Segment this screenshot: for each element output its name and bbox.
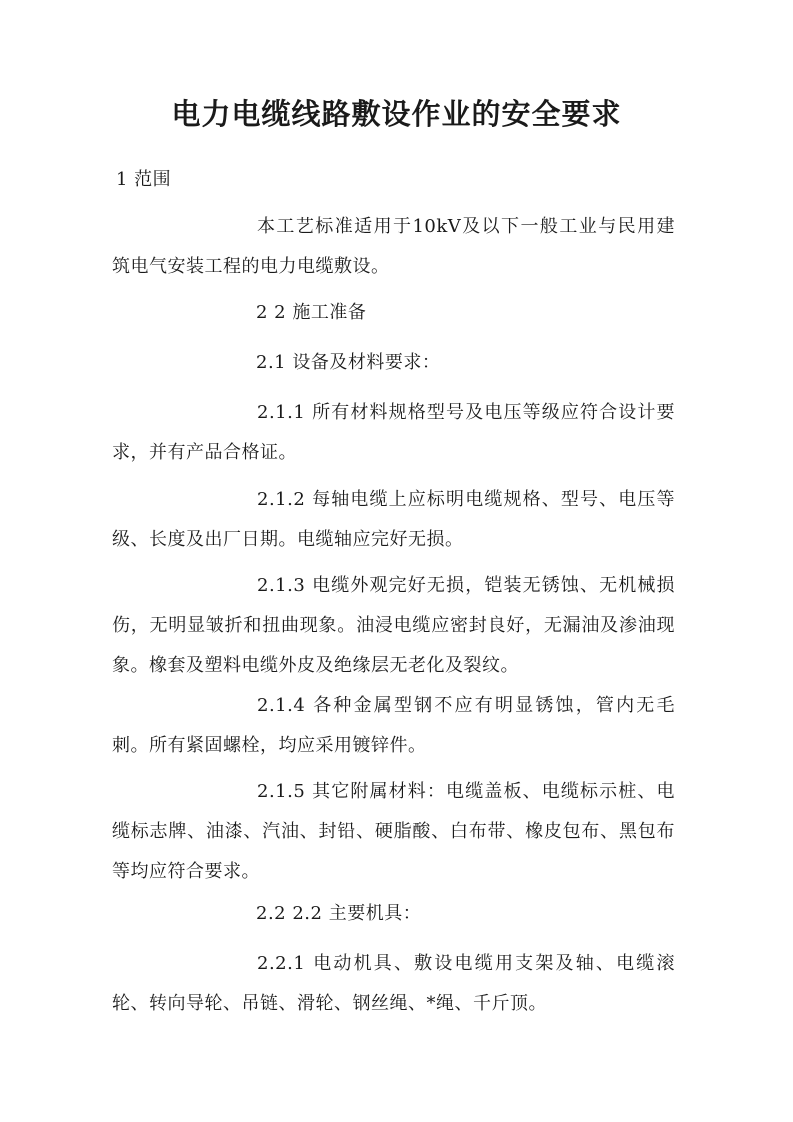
paragraph-2-1-1: 2.1.1 所有材料规格型号及电压等级应符合设计要求，并有产品合格证。: [112, 402, 675, 463]
paragraph-2-1-5: 2.1.5 其它附属材料：电缆盖板、电缆标示桩、电缆标志牌、油漆、汽油、封铅、硬脂酸、白布带、橡皮包布、黑包布等均应符合要求。: [112, 781, 675, 882]
paragraph-2-2-1: 2.2.1 电动机具、敷设电缆用支架及轴、电缆滚轮、转向导轮、吊链、滑轮、钢丝绳、*绳、千斤顶。: [112, 953, 675, 1014]
section-preparation-heading: 2 2 施工准备: [256, 302, 367, 323]
section-2-1-heading: 2.1 设备及材料要求：: [256, 352, 441, 373]
paragraph-scope: 本工艺标准适用于10kV及以下一般工业与民用建筑电气安装工程的电力电缆敷设。: [112, 216, 675, 277]
document-title: 电力电缆线路敷设作业的安全要求: [171, 97, 622, 131]
section-2-2-heading: 2.2 2.2 主要机具：: [256, 903, 422, 924]
paragraph-2-1-4: 2.1.4 各种金属型钢不应有明显锈蚀，管内无毛刺。所有紧固螺栓，均应采用镀锌件。: [112, 695, 675, 756]
paragraph-2-1-2: 2.1.2 每轴电缆上应标明电缆规格、型号、电压等级、长度及出厂日期。电缆轴应完好无损。: [112, 489, 675, 550]
paragraph-2-1-3: 2.1.3 电缆外观完好无损，铠装无锈蚀、无机械损伤，无明显皱折和扭曲现象。油浸电缆应密封良好，无漏油及渗油现象。橡套及塑料电缆外皮及绝缘层无老化及裂纹。: [112, 575, 675, 676]
section-scope-heading: 1 范围: [116, 169, 172, 190]
